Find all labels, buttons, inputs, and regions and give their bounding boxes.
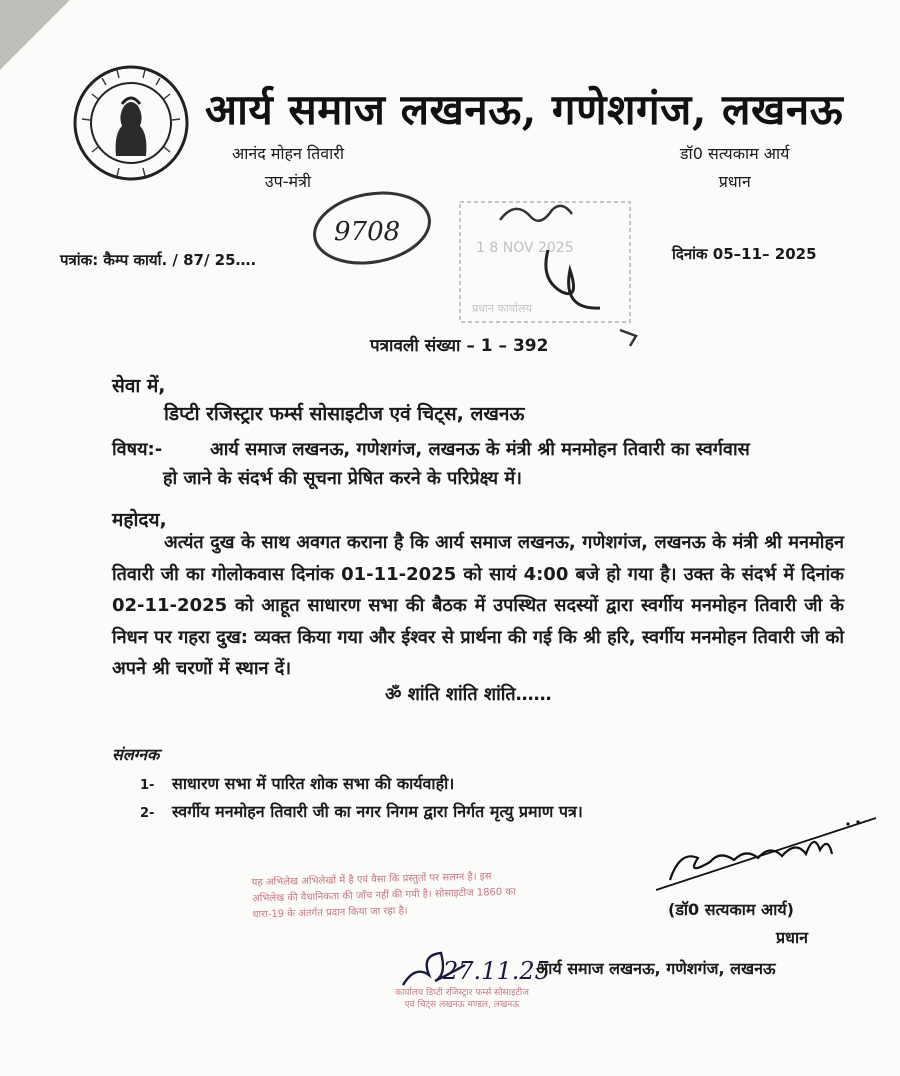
salutation: महोदय, bbox=[112, 509, 167, 531]
svg-text:प्रधान कार्यालय: प्रधान कार्यालय bbox=[472, 302, 532, 315]
letter-body: अत्यंत दुख के साथ अवगत कराना है कि आर्य समाज लखनऊ, गणेशगंज, लखनऊ के मंत्री श्री मनमोहन तिवारी जी का गोलोकवास दिनांक 01-11-2025 को सायं 4:00 बजे हो गया है। उक्त के संदर्भ में दिनांक 02-11-2025 को आहूत साधारण सभा की बैठक में उपस्थित सदस्यों द्वारा स्वर्गीय मनमोहन तिवारी जी के निधन पर गहरा दुख: व्यक्त किया गया और ईश्वर से प्रार्थना की गई कि श्री हरि, स्वर्गीय मनमोहन तिवारी जी को अपने श्री चरणों में स्थान दें। bbox=[112, 532, 844, 679]
president-name: डॉ0 सत्यकाम आर्य bbox=[680, 144, 790, 163]
enclosure-text: साधारण सभा में पारित शोक सभा की कार्यवाही। bbox=[172, 774, 455, 793]
addressee-label: सेवा में, bbox=[112, 375, 166, 397]
file-number: पत्रावली संख्या – 1 – 392 bbox=[370, 336, 549, 356]
enclosure-item bbox=[140, 800, 583, 822]
registrar-signature-icon bbox=[395, 935, 555, 995]
receipt-stamp-icon bbox=[300, 180, 660, 350]
deputy-minister-role: उप-मंत्री bbox=[264, 172, 312, 191]
letter-date: दिनांक 05–11– 2025 bbox=[672, 245, 817, 263]
registrar-office-stamp: कार्यालय डिप्टी रजिस्ट्रार फर्म्स सोसाइटीज एवं चिट्स लखनऊ मण्डल, लखनऊ bbox=[395, 988, 529, 1010]
signatory-role: प्रधान bbox=[776, 928, 808, 947]
deputy-minister-name: आनंद मोहन तिवारी bbox=[232, 144, 344, 163]
president-signature-icon bbox=[650, 810, 880, 900]
enclosures-label: संलग्नक bbox=[112, 745, 160, 764]
addressee: डिप्टी रजिस्ट्रार फर्म्स सोसाइटीज एवं चिट्स, लखनऊ bbox=[164, 403, 525, 425]
organization-title: आर्य समाज लखनऊ, गणेशगंज, लखनऊ bbox=[205, 85, 844, 134]
enclosure-text: स्वर्गीय मनमोहन तिवारी जी का नगर निगम द्वारा निर्गत मृत्यु प्रमाण पत्र। bbox=[172, 802, 583, 821]
stamp-handwritten-number: 9708 bbox=[334, 217, 401, 247]
letter-reference-number: पत्रांक: कैम्प कार्या. / 87/ 25…. bbox=[60, 251, 257, 269]
subject-text-line1: आर्य समाज लखनऊ, गणेशगंज, लखनऊ के मंत्री श्री मनमोहन तिवारी का स्वर्गवास bbox=[210, 439, 750, 460]
arya-samaj-seal-icon bbox=[72, 64, 190, 182]
president-role: प्रधान bbox=[718, 172, 751, 191]
letter-closing: ॐ शांति शांति शांति…… bbox=[385, 684, 552, 705]
subject-label: विषय:- bbox=[112, 439, 163, 460]
president-block bbox=[680, 142, 789, 198]
page-fold-corner bbox=[0, 0, 70, 70]
enclosure-item bbox=[140, 772, 454, 794]
enclosure-number: 2- bbox=[140, 806, 155, 821]
signatory-organization: आर्य समाज लखनऊ, गणेशगंज, लखनऊ bbox=[536, 959, 776, 978]
subject-line bbox=[112, 434, 852, 466]
subject-text-line2: हो जाने के संदर्भ की सूचना प्रेषित करने के परिप्रेक्ष्य में। bbox=[163, 468, 522, 489]
enclosure-number: 1- bbox=[140, 778, 155, 793]
signatory-name: (डॉ0 सत्यकाम आर्य) bbox=[668, 900, 794, 919]
registrar-attestation-note: यह अभिलेख अभिलेखों में है एवं वैसा कि प्रस्तुतों पर सलग्न है। इस अभिलेख की वैधानिकता की जाँच नहीं की गयी है। सोसाइटीज 1860 का धारा-19 के अंतर्गत प्रदान किया जा रहा है। bbox=[251, 871, 516, 921]
registrar-stamp-date: 27.11.25 bbox=[443, 957, 550, 985]
svg-text:1 8 NOV 2025: 1 8 NOV 2025 bbox=[476, 240, 574, 256]
